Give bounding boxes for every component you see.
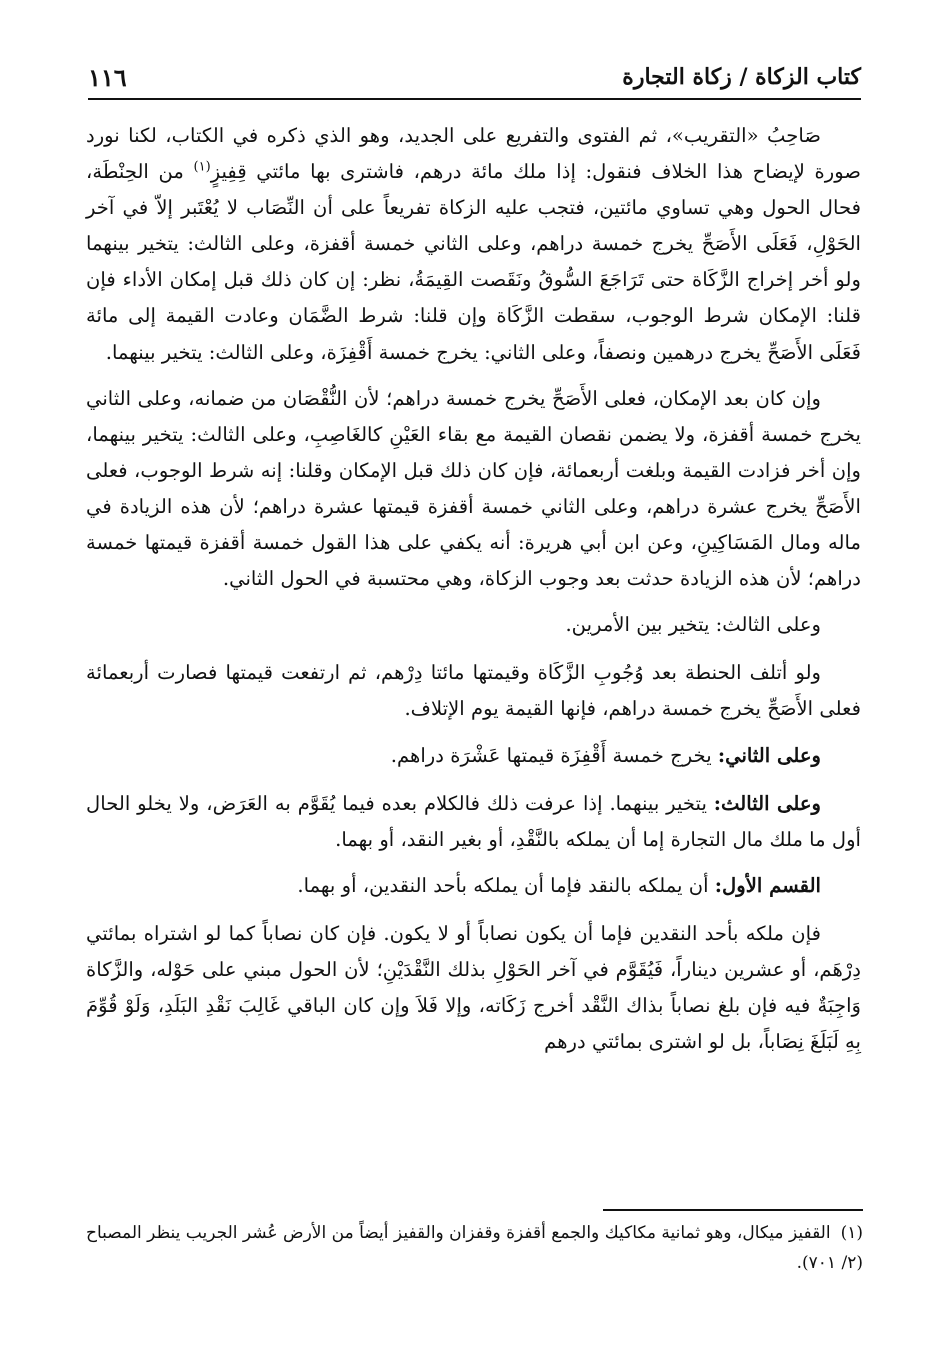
paragraph-7	[86, 868, 861, 904]
footnote-number: (١)	[840, 1223, 863, 1243]
paragraph-5-text: يخرج خمسة أَقْفِزَة قيمتها عَشْرَة دراهم.	[390, 743, 718, 767]
paragraph-8: فإن ملكه بأحد النقدين فإما أن يكون نصاباً أو لا يكون. فإن كان نصاباً كما لو اشتراه بمائتي دِرْهَم، أو عشرين ديناراً، فَيُقَوَّم في آخر الحَوْلِ بذلك النَّقْدَيْنِ؛ لأن الحول مبني على حَوْله، والزَّكاة وَاجِبَةٌ فيه فإن بلغ نصاباً بذاك النَّقْد أخرج زَكَاته، وإلا فَلاَ وإن كان الباقي غَالِبَ نَقْدِ البَلَدِ، وَلَوْ قُوِّمَ بِهِ لَبَلَغَ نِصَاباً، بل لو اشترى بمائتي درهم	[86, 921, 861, 1054]
paragraph-4: ولو أتلف الحنطة بعد وُجُوبِ الزَّكَاة وقيمتها مائتا دِرْهم، ثم ارتفعت قيمتها فصارت أربعمائة فعلى الأَصَحِّ يخرج خمسة دراهم، فإنها القيمة يوم الإتلاف.	[86, 661, 861, 721]
page-number: ١١٦	[88, 62, 127, 92]
paragraph-6-label: وعلى الثالث:	[713, 791, 821, 815]
running-title: كتاب الزكاة / زكاة التجارة	[622, 64, 861, 90]
main-text	[86, 118, 861, 1070]
paragraph-2: وإن كان بعد الإمكان، فعلى الأَصَحِّ يخرج خمسة دراهم؛ لأن النُّقْصَان من ضمانه، وعلى الثاني يخرج خمسة أقفزة، ولا يضمن نقصان القيمة مع بقاء العَيْنِ كالغَاصِبِ، وعلى الثالث: يتخير بينهما، وإن أخر فزادت القيمة وبلغت أربعمائة، فإن كان ذلك قبل الإمكان وقلنا: إنه شرط الوجوب، فعلى الأَصَحِّ يخرج عشرة دراهم، وعلى الثاني خمسة أقفزة قيمتها عشرة دراهم؛ لأن هذه الزيادة في ماله ومال المَسَاكِينِ، وعن ابن أبي هريرة: أنه يكفي على هذا القول خمسة أقفزة قيمتها خمسة دراهم؛ لأن هذه الزيادة حدثت بعد وجوب الزكاة، وهي محتسبة في الحول الثاني.	[86, 386, 861, 591]
paragraph-1-text-before: صَاحِبُ «التقريب»، ثم الفتوى والتفريع على الجديد، وهو الذي ذكره في الكتاب، لكنا نورد صورة لإيضاح هذا الخلاف فنقول: إذا ملك مائة درهم، فاشترى بها مائتي قِفِيزٍ	[86, 124, 862, 184]
paragraph-6-text: يتخير بينهما. إذا عرفت ذلك فالكلام بعده فيما يُقَوَّم به العَرَض، ولا يخلو الحال أول ما ملك مال التجارة إما أن يملكه بالنَّقْدِ، أو بغير النقد، أو بهما.	[86, 791, 861, 851]
footnote	[86, 1218, 863, 1278]
paragraph-7-label: القسم الأول:	[714, 873, 821, 897]
paragraph-3: وعلى الثالث: يتخير بين الأمرين.	[565, 613, 821, 637]
paragraph-7-text: أن يملكه بالنقد فإما أن يملكه بأحد النقدين، أو بهما.	[297, 873, 715, 897]
paragraph-5	[86, 738, 861, 774]
page-header	[88, 56, 861, 100]
footnote-divider	[603, 1209, 863, 1211]
footnote-reference: (١)	[193, 159, 211, 175]
paragraph-1	[86, 118, 861, 371]
footnote-text: القفيز ميكال، وهو ثمانية مكاكيك والجمع أقفزة وقفزان والقفيز أيضاً من الأرض عُشر الجريب ينظر المصباح (٢/ ٧٠١).	[86, 1223, 863, 1273]
paragraph-6	[86, 786, 861, 858]
paragraph-5-label: وعلى الثاني:	[717, 743, 821, 767]
paragraph-1-text-after: من الحِنْطَة، فحال الحول وهي تساوي مائتين، فتجب عليه الزكاة تفريعاً على أن النِّصَاب لا يُعْتَبر إلاّ في آخر الحَوْلِ، فَعَلَى الأَصَحِّ يخرج خمسة دراهم، وعلى الثاني خمسة أقفزة، وعلى الثالث: يتخير بينهما ولو أخر إخراج الزَّكَاة حتى تَرَاجَعَ السُّوقُ ونَقَصت القِيمَةُ، نظر: إن كان ذلك قبل إمكان الأداء فإن قلنا: الإمكان شرط الوجوب، سقطت الزَّكَاة وإن قلنا: شرط الضَّمَان وعادت القيمة إلى مائة فَعَلَى الأَصَحِّ يخرج درهمين ونصفاً، وعلى الثاني: يخرج خمسة أَقْفِزَة، وعلى الثالث: يتخير بينهما.	[86, 160, 861, 364]
